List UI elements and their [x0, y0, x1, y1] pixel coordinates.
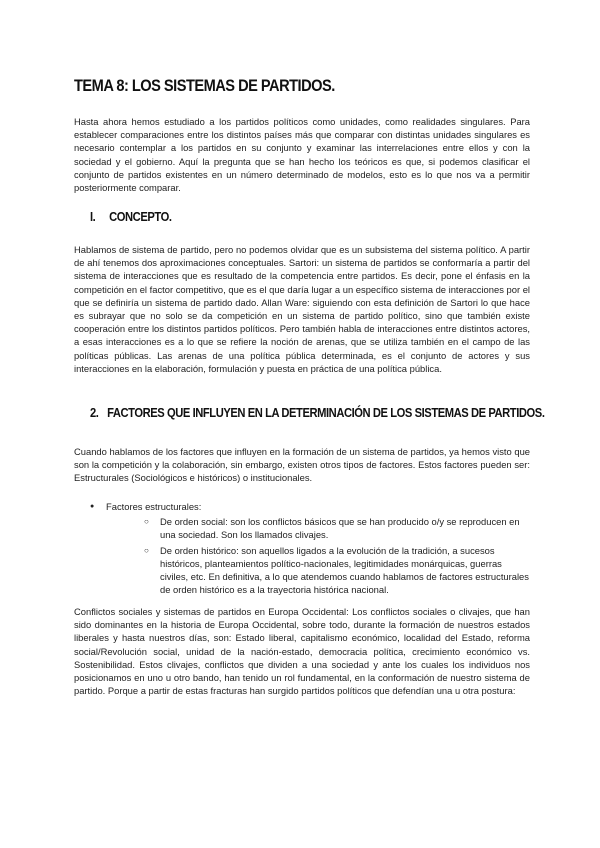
section-1-title: CONCEPTO. [109, 209, 172, 224]
intro-paragraph: Hasta ahora hemos estudiado a los partidos políticos como unidades, como realidades singulares. Para establecer comparaciones entre los distintos países más que comparar con distintas unidades singulares es necesario contemplar a los partidos en su conjunto y examinar las interrelaciones entre ellos y con la sociedad y el gobierno. Aquí la pregunta que se han hecho los teóricos es que, si podemos clasificar el conjunto de partidos existentes en un número determinado de modelos, esto es lo que nos va a permitir posteriormente comparar. [74, 116, 530, 194]
sub-list-item: ○ De orden histórico: son aquellos ligados a la evolución de la tradición, a sucesos históricos, planteamientos político-nacionales, legitimidades monárquicas, guerras civiles, etc. En definitiva, a lo que atendemos cuando hablamos de factores estructurales de orden histórico es a la trayectoria histórica nacional. [144, 544, 530, 597]
section-2-paragraph: Cuando hablamos de los factores que influyen en la formación de un sistema de partidos, ya hemos visto que son la competición y la colaboración, sin embargo, existen otros tipos de factores. Estos factores pueden ser: Estructurales (Sociológicos e históricos) o institucionales. [74, 446, 530, 484]
section-2-heading [90, 405, 544, 420]
section-1-number: I. [90, 209, 96, 224]
section-1-paragraph: Hablamos de sistema de partido, pero no podemos olvidar que es un subsistema del sistema político. A partir de ahí tenemos dos aproximaciones conceptuales. Sartori: un sistema de partidos se conformaría a partir del sistema de interacciones que es resultado de la competencia entre partidos. Es decir, pone el énfasis en la competición en el factor competitivo, que es el que daría lugar a un específico sistema de interacciones por el que se definiría un sistema de partido dado. Allan Ware: siguiendo con esta definición de Sartori lo que hace es subrayar que no solo se da competición en un sistema de partido político, sino que también existe cooperación entre los distintos partidos políticos. Pero también habla de interacciones entre distintos actores, a esas interacciones es a lo que se refiere la noción de arenas, que se utiliza también en el campo de las políticas públicas. Las arenas de una política pública determinada, es el conjunto de actores y sus interacciones en la elaboración, formulación y puesta en práctica de una política pública. [74, 244, 530, 374]
section-2-title: FACTORES QUE INFLUYEN EN LA DETERMINACIÓN DE LOS SISTEMAS DE PARTIDOS. [107, 405, 545, 420]
list-item [90, 500, 530, 596]
factors-list [90, 500, 530, 598]
page-title: TEMA 8: LOS SISTEMAS DE PARTIDOS. [74, 76, 335, 95]
factors-sublist [106, 515, 530, 596]
section-1-heading [90, 209, 172, 224]
conflicts-paragraph: Conflictos sociales y sistemas de partidos en Europa Occidental: Los conflictos sociales o clivajes, que han sido dominantes en la historia de Europa Occidental, sobre todo, durante la formación de nuestros estados liberales y hasta nuestros días, son: Estado liberal, capitalismo económico, localidad del Estado, reforma social/Revolución social, unidad de la nación-estado, democracia política, crecimiento económico vs. Sostenibilidad. Estos clivajes, conflictos que dividen a una sociedad y ante los cuales los individuos nos posicionamos en uno u otro bando, han tenido un rol fundamental, en la conformación de nuestro sistema de partido. Porque a partir de estas fracturas han surgido partidos políticos que defendían una u otra postura: [74, 606, 530, 697]
section-2-number: 2. [90, 405, 99, 420]
bullet-label: Factores estructurales: [106, 501, 202, 512]
sub-list-item: ○ De orden social: son los conflictos básicos que se han producido o/y se reproducen en una sociedad. Son los llamados clivajes. [144, 515, 530, 541]
